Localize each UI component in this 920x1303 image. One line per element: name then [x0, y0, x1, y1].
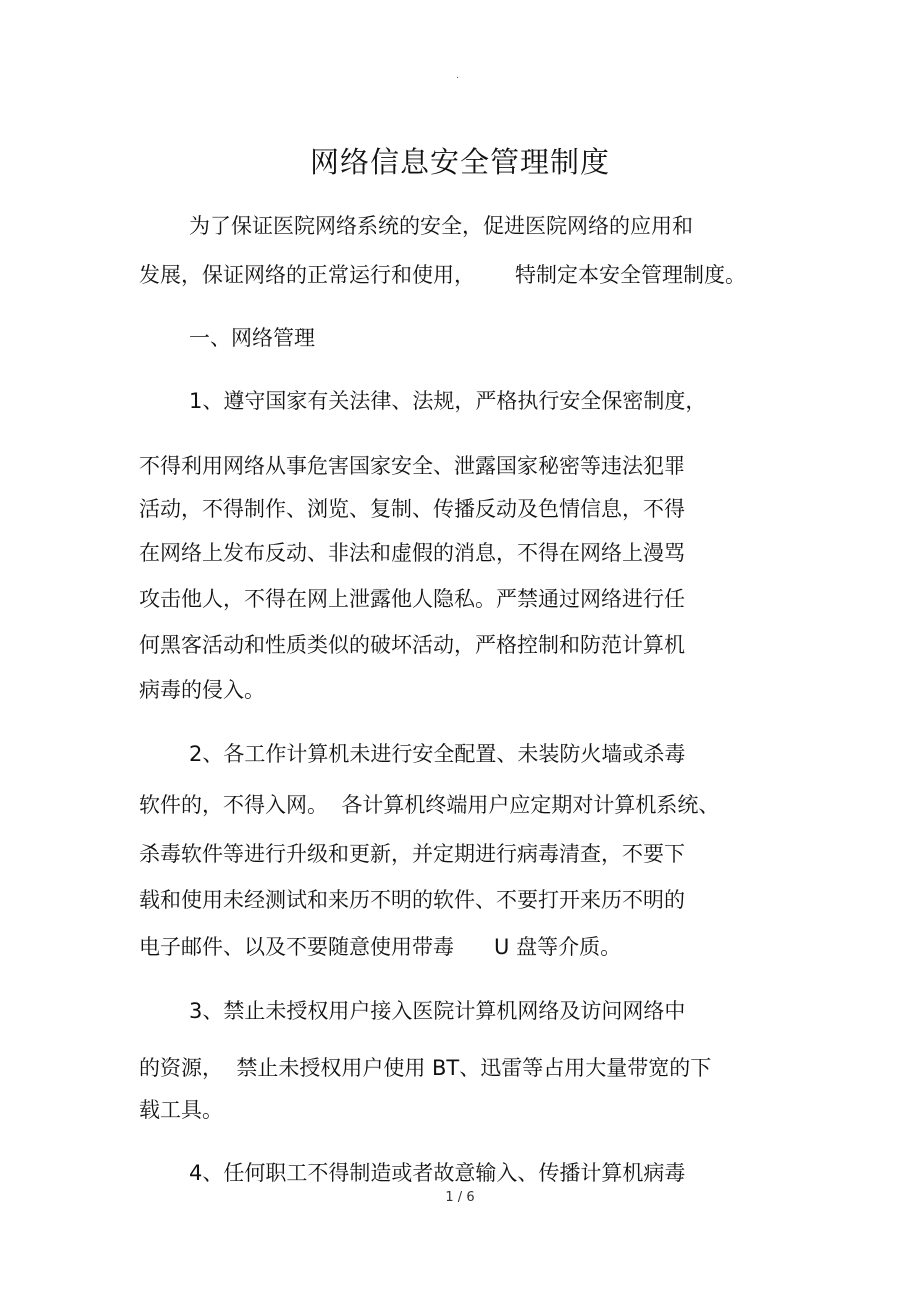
page-number: 1 / 6	[445, 1190, 475, 1205]
item2-line-3: 杀毒软件等进行升级和更新，并定期进行病毒清查，不要下	[139, 842, 685, 866]
item2-line-5: 电子邮件、以及不要随意使用带毒 U 盘等介质。	[139, 935, 622, 959]
item2-line-4: 载和使用未经测试和来历不明的软件、不要打开来历不明的	[139, 888, 685, 912]
item1-line-2: 不得利用网络从事危害国家安全、泄露国家秘密等违法犯罪	[139, 454, 685, 478]
item1-line-6: 何黑客活动和性质类似的破坏活动，严格控制和防范计算机	[139, 633, 685, 657]
page-title: 网络信息安全管理制度	[309, 145, 610, 179]
item1-line-1: 1、遵守国家有关法律、法规，严格执行安全保密制度，	[189, 389, 707, 413]
intro-line-1: 为了保证医院网络系统的安全，促进医院网络的应用和	[189, 214, 693, 238]
item4-line-1: 4、任何职工不得制造或者故意输入、传播计算机病毒	[189, 1161, 686, 1185]
item1-line-5: 攻击他人，不得在网上泄露他人隐私。严禁通过网络进行任	[139, 587, 685, 611]
intro-line-2: 发展，保证网络的正常运行和使用， 特制定本安全管理制度。	[139, 263, 747, 287]
item1-line-7: 病毒的侵入。	[139, 678, 265, 702]
item3-line-1: 3、禁止未授权用户接入医院计算机网络及访问网络中	[189, 999, 686, 1023]
header-mark: .	[456, 70, 460, 81]
item1-line-3: 活动，不得制作、浏览、复制、传播反动及色情信息，不得	[139, 497, 685, 521]
item2-line-2: 软件的，不得入网。 各计算机终端用户应定期对计算机系统、	[139, 793, 720, 817]
item1-line-4: 在网络上发布反动、非法和虚假的消息，不得在网络上漫骂	[139, 541, 685, 565]
item2-line-1: 2、各工作计算机未进行安全配置、未装防火墙或杀毒	[189, 742, 686, 766]
item3-line-2: 的资源， 禁止未授权用户使用 BT、迅雷等占用大量带宽的下	[139, 1056, 712, 1080]
item3-line-3: 载工具。	[139, 1098, 223, 1122]
section-heading: 一、网络管理	[189, 326, 315, 350]
